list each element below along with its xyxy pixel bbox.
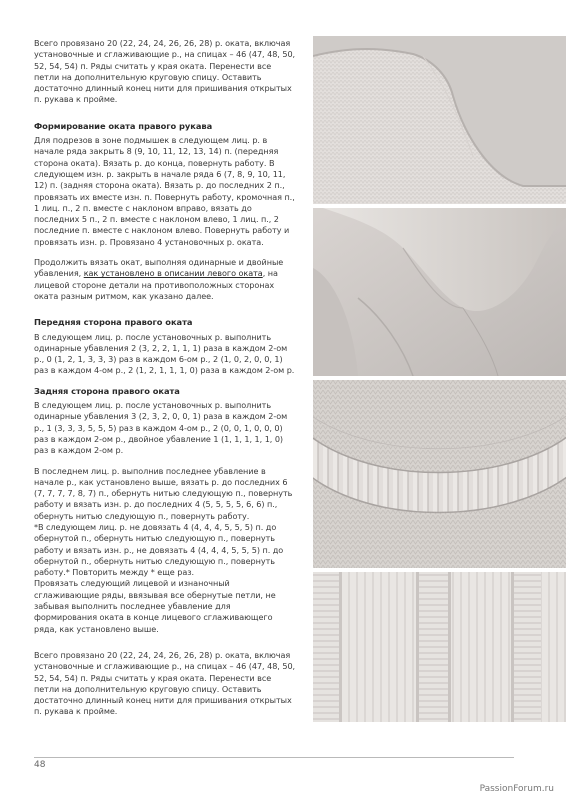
photo-rib-edge-detail [313,572,566,722]
heading-front-cap: Передняя сторона правого оката [34,317,193,328]
paragraph-back-decreases: В следующем лиц. р. после установочных р. выполнить одинарные убавления 3 (2, 3, 2, 0, 0, 1) раза в каждом 2-ом р., 1 (3, 3, 3, 5, 5, 5) раз в каждом 4-ом р., 2 (0, 0, 1, 0, 0, 0) раз в каждом 2-ом р., двойное убавление 1 (1, 1, 1, 1, 1, 0) раз в каждом 2-ом р. [34,400,288,456]
heading-right-sleeve-cap: Формирование оката правого рукава [34,120,213,131]
paragraph-front-decreases: В следующем лиц. р. после установочных р. выполнить одинарные убавления 2 (3, 2, 2, 1, 1, 1) раза в каждом 2-ом р., 0 (1, 2, 1, 3, 3, 3) раз в каждом 6-ом р., 2 (1, 0, 2, 0, 0, 1) раз в каждом 4-ом р., 2 (1, 2, 1, 1, 1, 0) раза в каждом 2-ом р. [34,331,295,376]
instructions-column [34,38,296,718]
photo-model-wearing-sweater [313,208,566,376]
paragraph-underarm: Для подрезов в зоне подмышек в следующем лиц. р. в начале ряда закрыть 8 (9, 10, 11, 12, 13, 14) п. (передняя сторона оката). Вязать р. до конца, повернуть работу. В следующем изн. р. закрыть в начале ряда 6 (7, 8, 9, 10, 11, 12) п. (задняя сторона оката). Вязать р. до последних 2 п., провязать их вместе изн. п. Повернуть работу, кромочная п., 1 лиц. п., 2 п. вместе с наклоном вправо, вязать до последних 5 п., 2 п. вместе с наклоном влево, 1 лиц. п., 2 последние п. вместе с наклоном влево. Повернуть работу и провязать изн. р. Провязано 4 установочных р. оката. [34,135,295,247]
paragraph-continue-cap [34,257,296,302]
footer-divider [34,757,514,758]
photo-sweater-armhole [313,36,566,204]
page-number: 48 [34,760,46,770]
photo-ribbed-neckline [313,380,566,568]
paragraph-smoothing-rows: Провязать следующий лицевой и изнаночный сглаживающие ряды, ввязывая все обернутые петли, не забывая выполнить последнее убавление для формирования оката в конце лицевого сглаживающего ряда, как установлено выше. [34,578,276,634]
outro-paragraph: Всего провязано 20 (22, 24, 24, 26, 26, 28) р. оката, включая установочные и сглаживающие р., на спицах – 46 (47, 48, 50, 52, 54, 54) п. Ряды считать у края оката. Перенести все петли на дополнительную круговую спицу. Оставить достаточно длинный конец нити для пришивания открытых п. рукава к пройме. [34,649,296,717]
paragraph-repeat: *В следующем лиц. р. не довязать 4 (4, 4, 4, 5, 5, 5) п. до обернутой п., обернуть нитью следующую п., повернуть работу и вязать изн. р., не довязать 4 (4, 4, 4, 5, 5, 5) п. до обернутой п., обернуть нитью следующую п., повернуть работу.* Повторить между * еще раз. [34,521,284,578]
left-cap-reference-link[interactable]: как установлено в описании левого оката [83,268,263,279]
continue-text-before: Продолжить вязать окат, выполняя одинарные и двойные убавления, [34,257,284,279]
continue-text-after: , на лицевой стороне детали на противоположных сторонах оката разным ритмом, как указано далее. [34,268,278,301]
paragraph-short-rows: В последнем лиц. р. выполнив последнее убавление в начале р., как установлено выше, вязать р. до последних 6 (7, 7, 7, 7, 8, 7) п., обернуть нитью следующую п., повернуть работу и вязать изн. р. до последних 4 (5, 5, 5, 5, 6, 6) п., обернуть нитью следующую п., повернуть работу. [34,465,293,521]
intro-paragraph: Всего провязано 20 (22, 24, 24, 26, 26, 28) р. оката, включая установочные и сглаживающие р., на спицах – 46 (47, 48, 50, 52, 54, 54) п. Ряды считать у края оката. Перенести все петли на дополнительную круговую спицу. Оставить достаточно длинный конец нити для пришивания открытых п. рукава к пройме. [34,38,296,105]
site-watermark: PassionForum.ru [479,784,554,794]
heading-back-cap: Задняя сторона правого оката [34,385,180,396]
